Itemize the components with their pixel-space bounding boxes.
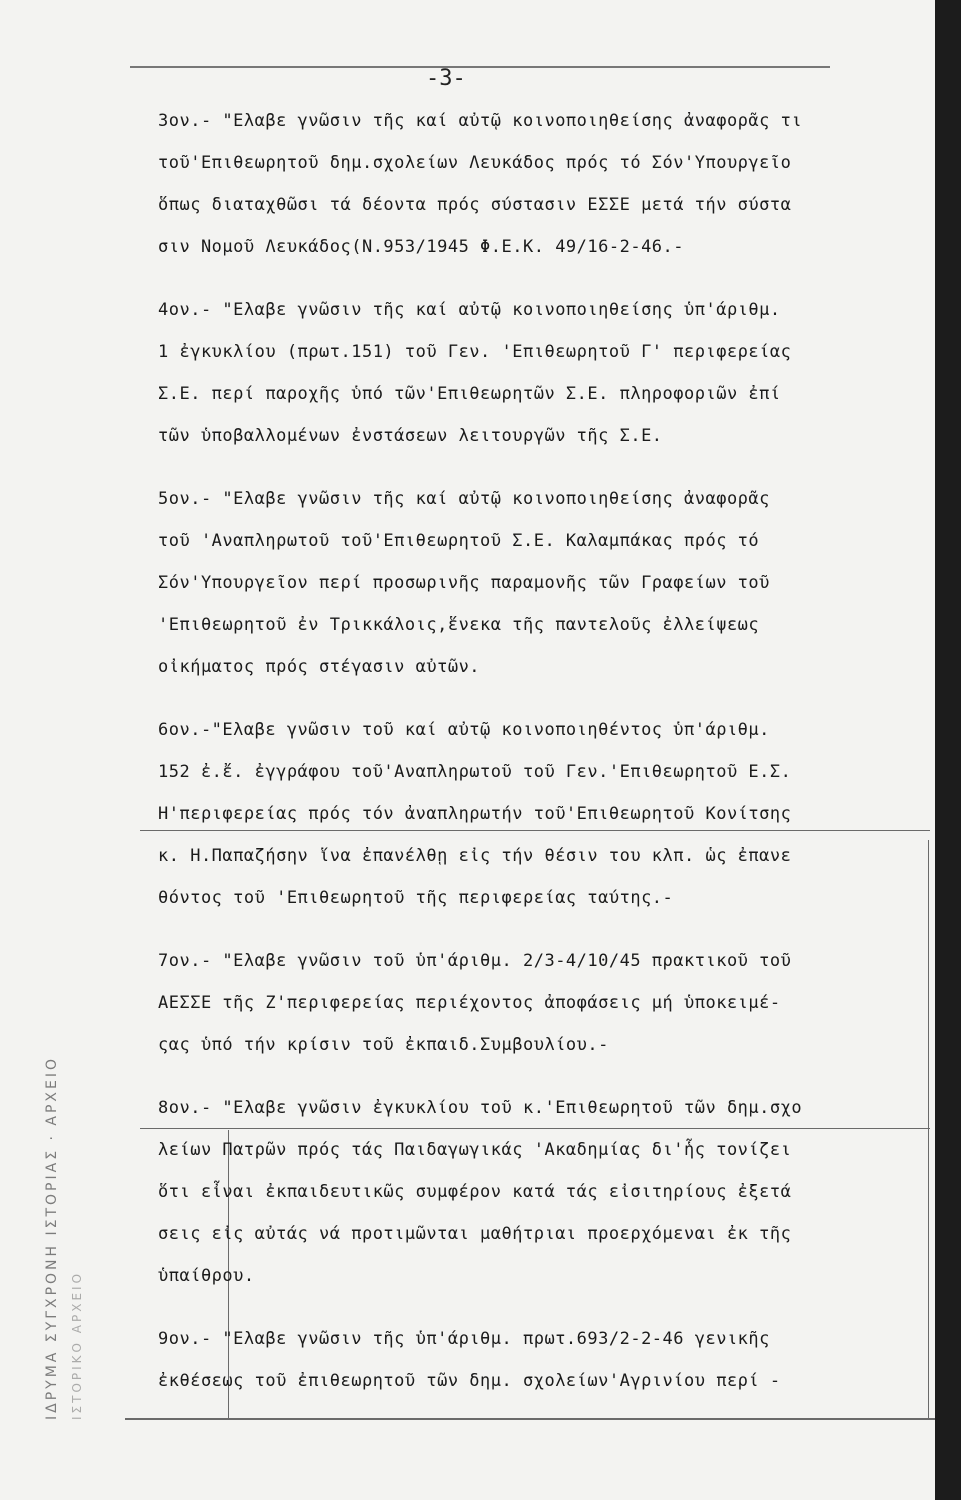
text-line: σιν Νομοῦ Λευκάδος(Ν.953/1945 Φ.Ε.Κ. 49/16-2-46.- <box>158 237 685 257</box>
text-line: ΑΕΣΣΕ τῆς Ζ'περιφερείας περιέχοντος ἀποφάσεις μή ὑποκειμέ- <box>158 993 781 1013</box>
scan-right-edge <box>935 0 961 1500</box>
paragraph-item-8 <box>158 1087 928 1297</box>
text-line: 9ον.- "Ελαβε γνῶσιν τῆς ὑπ'άριθμ. πρωτ.693/2-2-46 γενικῆς <box>158 1329 770 1349</box>
paragraph-item-5 <box>158 478 928 688</box>
text-line: 4ον.- "Ελαβε γνῶσιν τῆς καί αὐτῷ κοινοποιηθείσης ὑπ'άριθμ. <box>158 300 781 320</box>
paragraph-item-3 <box>158 100 928 268</box>
rule-line-vertical <box>928 840 929 1420</box>
text-line: τοῦ 'Αναπληρωτοῦ τοῦ'Επιθεωρητοῦ Σ.Ε. Καλαμπάκας πρός τό <box>158 531 760 551</box>
text-line: 5ον.- "Ελαβε γνῶσιν τῆς καί αὐτῷ κοινοποιηθείσης ἀναφορᾶς <box>158 489 770 509</box>
text-line: τοῦ'Επιθεωρητοῦ δημ.σχολείων Λευκάδος πρός τό Σόν'Υπουργεῖο <box>158 153 792 173</box>
text-line: 1 ἐγκυκλίου (πρωτ.151) τοῦ Γεν. 'Επιθεωρητοῦ Γ' περιφερείας <box>158 342 792 362</box>
page-number: -3- <box>426 66 466 91</box>
text-line: ὅπως διαταχθῶσι τά δέοντα πρός σύστασιν ΕΣΣΕ μετά τήν σύστα <box>158 195 792 215</box>
text-line: κ. Η.Παπαζήσην ἵνα ἐπανέλθῃ εἰς τήν θέσιν του κλπ. ὡς ἐπανε <box>158 846 792 866</box>
header-rule <box>130 66 830 68</box>
text-line: θόντος τοῦ 'Επιθεωρητοῦ τῆς περιφερείας ταύτης.- <box>158 888 674 908</box>
text-line: ὅτι εἶναι ἐκπαιδευτικῶς συμφέρον κατά τάς εἰσιτηρίους ἐξετά <box>158 1182 792 1202</box>
text-line: Η'περιφερείας πρός τόν ἀναπληρωτήν τοῦ'Επιθεωρητοῦ Κονίτσης <box>158 804 792 824</box>
text-line: 'Επιθεωρητοῦ ἐν Τρικκάλοις,ἕνεκα τῆς παντελοῦς ἐλλείψεως <box>158 615 760 635</box>
text-line: ἐκθέσεως τοῦ ἐπιθεωρητοῦ τῶν δημ. σχολείων'Αγρινίου περί - <box>158 1371 781 1391</box>
paragraph-item-6 <box>158 709 928 919</box>
text-line: λείων Πατρῶν πρός τάς Παιδαγωγικάς 'Ακαδημίας δι'ἧς τονίζει <box>158 1140 792 1160</box>
text-line: τῶν ὑποβαλλομένων ἐνστάσεων λειτουργῶν τῆς Σ.Ε. <box>158 426 663 446</box>
text-line: σεις εἰς αὐτάς νά προτιμῶνται μαθήτριαι προερχόμεναι ἐκ τῆς <box>158 1224 792 1244</box>
margin-stamp-text-secondary: ΙΣΤΟΡΙΚΟ ΑΡΧΕΙΟ <box>70 1270 84 1420</box>
text-line: 8ον.- "Ελαβε γνῶσιν ἐγκυκλίου τοῦ κ.'Επιθεωρητοῦ τῶν δημ.σχο <box>158 1098 803 1118</box>
text-line: Σ.Ε. περί παροχῆς ὑπό τῶν'Επιθεωρητῶν Σ.Ε. πληροφοριῶν ἐπί <box>158 384 781 404</box>
paragraph-item-4 <box>158 289 928 457</box>
margin-stamp-text: ΙΔΡΥΜΑ ΣΥΓΧΡΟΝΗ ΙΣΤΟΡΙΑΣ · ΑΡΧΕΙΟ <box>44 1055 60 1420</box>
paragraph-item-9 <box>158 1318 928 1402</box>
text-line: 3ον.- "Ελαβε γνῶσιν τῆς καί αὐτῷ κοινοποιηθείσης ἀναφορᾶς τι <box>158 111 803 131</box>
text-line: 7ον.- "Ελαβε γνῶσιν τοῦ ὑπ'άριθμ. 2/3-4/10/45 πρακτικοῦ τοῦ <box>158 951 792 971</box>
paragraph-item-7 <box>158 940 928 1066</box>
text-line: οἰκήματος πρός στέγασιν αὐτῶν. <box>158 657 481 677</box>
document-body <box>158 100 928 1423</box>
text-line: ὑπαίθρου. <box>158 1266 255 1286</box>
text-line: Σόν'Υπουργεῖον περί προσωρινῆς παραμονῆς τῶν Γραφείων τοῦ <box>158 573 770 593</box>
text-line: 152 ἐ.ἔ. ἐγγράφου τοῦ'Αναπληρωτοῦ τοῦ Γεν.'Επιθεωρητοῦ Ε.Σ. <box>158 762 792 782</box>
text-line: ςας ὑπό τήν κρίσιν τοῦ ἐκπαιδ.Συμβουλίου.- <box>158 1035 609 1055</box>
text-line: 6ον.-"Ελαβε γνῶσιν τοῦ καί αὐτῷ κοινοποιηθέντος ὑπ'άριθμ. <box>158 720 770 740</box>
